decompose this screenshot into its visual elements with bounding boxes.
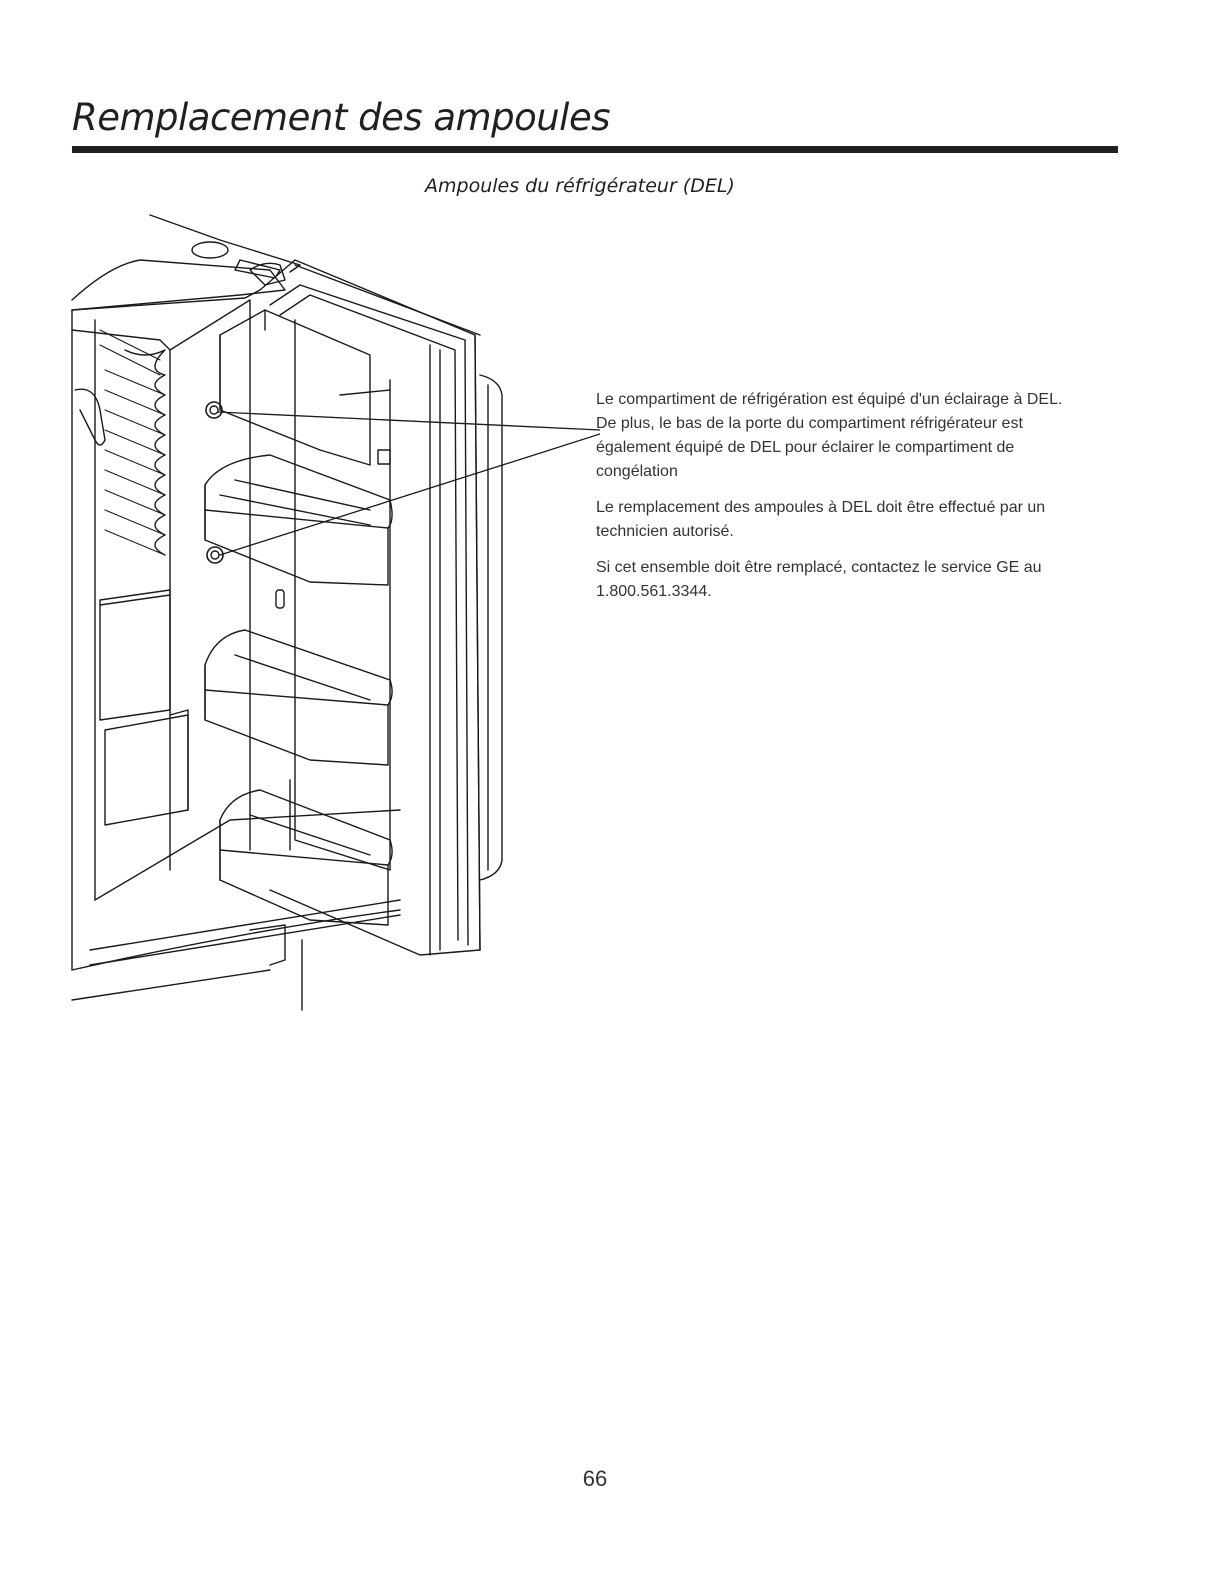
page-number: 66 xyxy=(582,1466,608,1491)
paragraph-service-contact: Si cet ensemble doit être remplacé, contactez le service GE au 1.800.561.3344. xyxy=(596,559,1042,600)
refrigerator-open-door-icon xyxy=(70,210,600,1020)
section-heading: Ampoules du réfrigérateur (DEL) xyxy=(425,175,735,197)
paragraph-led-lighting: Le compartiment de réfrigération est équipé d'un éclairage à DEL. De plus, le bas de la porte du compartiment réfrigérateur est également équipé de DEL pour éclairer le compartiment de congélation xyxy=(596,391,1063,480)
page-title: Remplacement des ampoules xyxy=(72,96,610,139)
title-rule xyxy=(72,146,1118,153)
body-text xyxy=(596,388,1071,616)
paragraph-technician: Le remplacement des ampoules à DEL doit être effectué par un technicien autorisé. xyxy=(596,499,1046,540)
